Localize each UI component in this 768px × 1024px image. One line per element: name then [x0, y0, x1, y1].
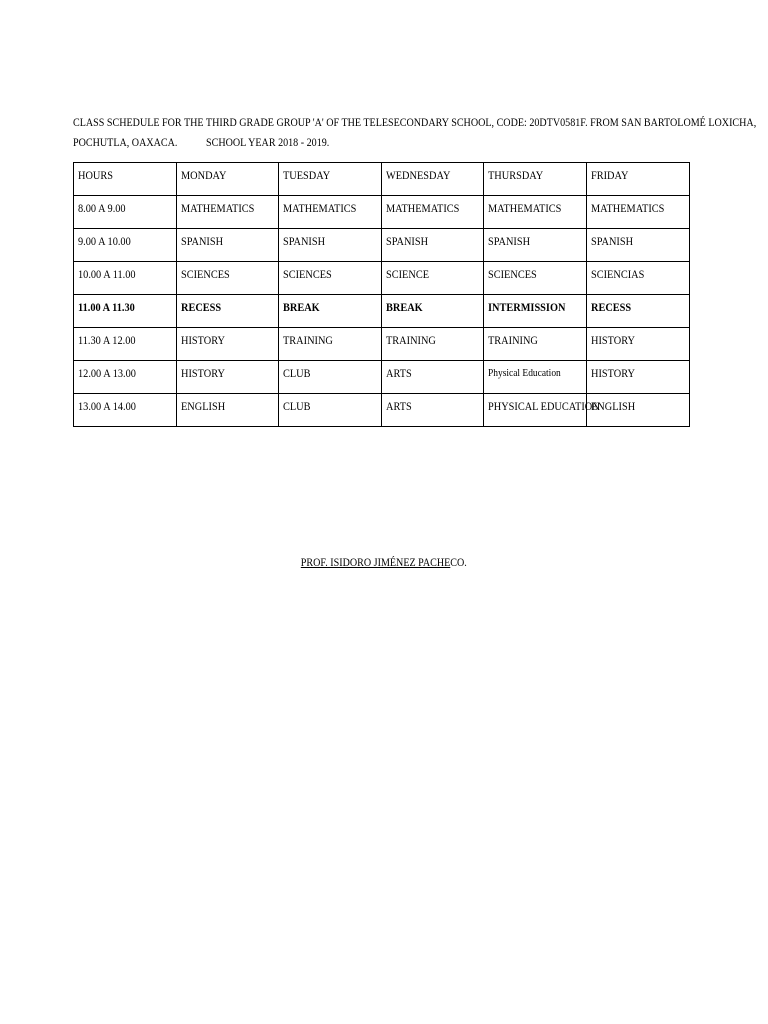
table-cell: TRAINING	[484, 328, 587, 361]
table-row	[74, 361, 690, 394]
header-cell: FRIDAY	[586, 163, 689, 196]
header-cell: MONDAY	[176, 163, 279, 196]
table-cell: SCIENCES	[484, 262, 587, 295]
table-cell: SPANISH	[586, 229, 689, 262]
signature-rest: CO.	[450, 555, 468, 569]
table-row	[74, 262, 690, 295]
class-schedule-table	[73, 162, 690, 427]
header-cell: HOURS	[74, 163, 177, 196]
table-cell: ARTS	[381, 394, 484, 427]
hours-cell: 11.30 A 12.00	[74, 328, 177, 361]
table-cell: RECESS	[586, 295, 689, 328]
table-cell: SCIENCES	[176, 262, 279, 295]
heading-line-1: CLASS SCHEDULE FOR THE THIRD GRADE GROUP 'A' OF THE TELESECONDARY SCHOOL, CODE: 20DTV0581F. FROM SAN BARTOLOMÉ LOXICHA,	[73, 115, 757, 129]
table-cell: SCIENCE	[381, 262, 484, 295]
table-cell: ENGLISH	[586, 394, 689, 427]
table-cell: MATHEMATICS	[484, 196, 587, 229]
schedule-heading	[73, 112, 757, 152]
heading-school-year: SCHOOL YEAR 2018 - 2019.	[206, 135, 330, 149]
hours-cell: 11.00 A 11.30	[74, 295, 177, 328]
table-cell: INTERMISSION	[484, 295, 587, 328]
hours-cell: 10.00 A 11.00	[74, 262, 177, 295]
table-cell: HISTORY	[586, 328, 689, 361]
table-cell: RECESS	[176, 295, 279, 328]
table-header-row	[74, 163, 690, 196]
table-cell: HISTORY	[586, 361, 689, 394]
header-cell: THURSDAY	[484, 163, 587, 196]
table-cell: SCIENCES	[279, 262, 382, 295]
table-row	[74, 394, 690, 427]
teacher-signature	[0, 552, 768, 572]
hours-cell: 9.00 A 10.00	[74, 229, 177, 262]
table-cell: ARTS	[381, 361, 484, 394]
table-cell: HISTORY	[176, 328, 279, 361]
table-cell: TRAINING	[381, 328, 484, 361]
table-cell: TRAINING	[279, 328, 382, 361]
table-cell: ENGLISH	[176, 394, 279, 427]
header-cell: WEDNESDAY	[381, 163, 484, 196]
table-cell: SCIENCIAS	[586, 262, 689, 295]
header-cell: TUESDAY	[279, 163, 382, 196]
signature-underlined: PROF. ISIDORO JIMÉNEZ PACHE	[300, 555, 451, 569]
signature-text	[301, 552, 467, 572]
table-cell: BREAK	[381, 295, 484, 328]
table-row	[74, 229, 690, 262]
table-cell: SPANISH	[484, 229, 587, 262]
table-cell: PHYSICAL EDUCATION	[484, 394, 587, 427]
table-cell: MATHEMATICS	[279, 196, 382, 229]
table-cell: Physical Education	[484, 361, 587, 394]
table-cell: SPANISH	[381, 229, 484, 262]
table-row	[74, 196, 690, 229]
heading-line-2	[73, 132, 654, 152]
heading-place: POCHUTLA, OAXACA.	[73, 135, 178, 149]
hours-cell: 12.00 A 13.00	[74, 361, 177, 394]
table-cell: SPANISH	[176, 229, 279, 262]
table-cell: CLUB	[279, 361, 382, 394]
table-cell: BREAK	[279, 295, 382, 328]
table-row-recess	[74, 295, 690, 328]
table-cell: CLUB	[279, 394, 382, 427]
table-cell: MATHEMATICS	[586, 196, 689, 229]
table-cell: MATHEMATICS	[381, 196, 484, 229]
hours-cell: 8.00 A 9.00	[74, 196, 177, 229]
table-cell: MATHEMATICS	[176, 196, 279, 229]
table-row	[74, 328, 690, 361]
table-cell: HISTORY	[176, 361, 279, 394]
table-cell: SPANISH	[279, 229, 382, 262]
hours-cell: 13.00 A 14.00	[74, 394, 177, 427]
